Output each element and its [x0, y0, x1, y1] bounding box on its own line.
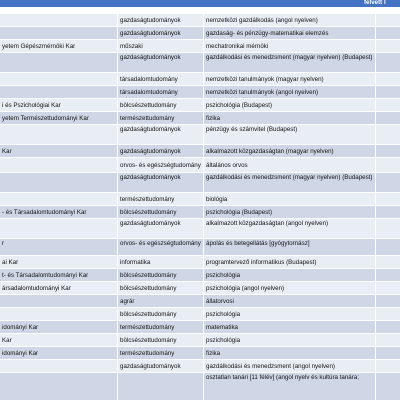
table-row[interactable]: [0, 321, 400, 333]
cell-admitted[interactable]: [376, 193, 400, 205]
cell-admitted[interactable]: [376, 219, 400, 238]
cell-field[interactable]: társadalomtudomány: [118, 86, 204, 98]
table-row[interactable]: [0, 373, 400, 400]
cell-field[interactable]: gazdaságtudományok: [118, 173, 204, 192]
table-row[interactable]: [0, 334, 400, 346]
cell-program[interactable]: gazdaság- és pénzügy-matematikai elemzés: [204, 27, 376, 39]
cell-field[interactable]: bölcsészettudomány: [118, 334, 204, 346]
cell-field[interactable]: bölcsészettudomány: [118, 99, 204, 111]
cell-field[interactable]: műszaki: [118, 40, 204, 52]
cell-faculty[interactable]: idományi Kar: [0, 347, 118, 359]
cell-admitted[interactable]: [376, 53, 400, 72]
cell-faculty[interactable]: - és Társadalomtudományi Kar: [0, 206, 118, 218]
cell-field[interactable]: orvos- és egészségtudomány: [118, 158, 204, 172]
cell-field[interactable]: gazdaságtudományok: [118, 360, 204, 372]
cell-field[interactable]: [118, 373, 204, 400]
cell-faculty[interactable]: [0, 219, 118, 238]
cell-program[interactable]: pszichológia: [204, 269, 376, 281]
cell-admitted[interactable]: [376, 112, 400, 124]
cell-field[interactable]: természettudomány: [118, 347, 204, 359]
cell-program[interactable]: fizika: [204, 112, 376, 124]
cell-program[interactable]: pszichológia: [204, 308, 376, 320]
cell-faculty[interactable]: [0, 173, 118, 192]
table-row[interactable]: [0, 86, 400, 98]
cell-field[interactable]: orvos- és egészségtudomány: [118, 239, 204, 255]
cell-field[interactable]: társadalomtudomány: [118, 73, 204, 85]
cell-field[interactable]: gazdaságtudományok: [118, 145, 204, 157]
cell-program[interactable]: állatorvosi: [204, 295, 376, 307]
cell-admitted[interactable]: [376, 40, 400, 52]
table-row[interactable]: [0, 40, 400, 52]
cell-admitted[interactable]: [376, 173, 400, 192]
table-row[interactable]: [0, 269, 400, 281]
cell-field[interactable]: informatika: [118, 256, 204, 268]
cell-faculty[interactable]: [0, 53, 118, 72]
table-row[interactable]: [0, 145, 400, 157]
cell-admitted[interactable]: [376, 206, 400, 218]
cell-program[interactable]: alkalmazott közgazdaságtan (angol nyelven): [204, 219, 376, 238]
table-row[interactable]: [0, 206, 400, 218]
cell-faculty[interactable]: [0, 360, 118, 372]
cell-faculty[interactable]: idományi Kar: [0, 321, 118, 333]
table-row[interactable]: [0, 27, 400, 39]
cell-faculty[interactable]: yetem Gépészmérnöki Kar: [0, 40, 118, 52]
table-row[interactable]: [0, 158, 400, 172]
cell-program[interactable]: ápolás és betegellátás [gyógytornász]: [204, 239, 376, 255]
cell-faculty[interactable]: [0, 193, 118, 205]
cell-faculty[interactable]: [0, 73, 118, 85]
cell-faculty[interactable]: [0, 86, 118, 98]
cell-admitted[interactable]: [376, 99, 400, 111]
table-row[interactable]: [0, 125, 400, 144]
cell-faculty[interactable]: [0, 27, 118, 39]
table-row[interactable]: [0, 256, 400, 268]
cell-faculty[interactable]: ársadalomtudományi Kar: [0, 282, 118, 294]
cell-field[interactable]: agrár: [118, 295, 204, 307]
cell-program[interactable]: mechatronikai mérnöki: [204, 40, 376, 52]
header-admitted-label: felvett l: [364, 0, 386, 6]
cell-admitted[interactable]: [376, 239, 400, 255]
table-row[interactable]: [0, 193, 400, 205]
cell-admitted[interactable]: [376, 295, 400, 307]
cell-field[interactable]: gazdaságtudományok: [118, 53, 204, 72]
table-row[interactable]: [0, 53, 400, 72]
cell-faculty[interactable]: [0, 308, 118, 320]
cell-admitted[interactable]: [376, 282, 400, 294]
cell-admitted[interactable]: [376, 145, 400, 157]
cell-admitted[interactable]: [376, 125, 400, 144]
cell-admitted[interactable]: [376, 14, 400, 26]
cell-admitted[interactable]: [376, 321, 400, 333]
cell-field[interactable]: természettudomány: [118, 193, 204, 205]
cell-program[interactable]: pszichológia (Budapest): [204, 99, 376, 111]
cell-program[interactable]: alkalmazott közgazdaságtan (magyar nyelven): [204, 145, 376, 157]
table-row[interactable]: [0, 99, 400, 111]
table-row[interactable]: [0, 219, 400, 238]
cell-admitted[interactable]: [376, 86, 400, 98]
cell-faculty[interactable]: yetem Természettudományi Kar: [0, 112, 118, 124]
cell-field[interactable]: gazdaságtudományok: [118, 14, 204, 26]
cell-program[interactable]: programtervező informatikus (Budapest): [204, 256, 376, 268]
cell-faculty[interactable]: ai Kar: [0, 256, 118, 268]
cell-program[interactable]: pszichológia: [204, 334, 376, 346]
cell-program[interactable]: nemzetközi tanulmányok (angol nyelven): [204, 86, 376, 98]
cell-field[interactable]: bölcsészettudomány: [118, 282, 204, 294]
cell-admitted[interactable]: [376, 158, 400, 172]
cell-admitted[interactable]: [376, 360, 400, 372]
header-row: [0, 0, 400, 7]
cell-admitted[interactable]: [376, 256, 400, 268]
cell-faculty[interactable]: [0, 14, 118, 26]
cell-admitted[interactable]: [376, 334, 400, 346]
cell-faculty[interactable]: [0, 373, 118, 400]
cell-faculty[interactable]: r: [0, 239, 118, 255]
table-row[interactable]: [0, 239, 400, 255]
cell-program[interactable]: pszichológia (Budapest): [204, 206, 376, 218]
cell-program[interactable]: pszichológia (angol nyelven): [204, 282, 376, 294]
cell-program[interactable]: nemzetközi gazdálkodás (angol nyelven): [204, 14, 376, 26]
cell-field[interactable]: bölcsészettudomány: [118, 308, 204, 320]
table-row[interactable]: [0, 282, 400, 294]
table-row[interactable]: [0, 112, 400, 124]
cell-program[interactable]: pénzügy és számvitel (Budapest): [204, 125, 376, 144]
table-row[interactable]: [0, 295, 400, 307]
cell-program[interactable]: gazdálkodási és menedzsment (magyar nyelven) (Budapest): [204, 173, 376, 192]
cell-faculty[interactable]: [0, 125, 118, 144]
cell-program[interactable]: általános orvos: [204, 158, 376, 172]
cell-faculty[interactable]: t- és Társadalomtudományi Kar: [0, 269, 118, 281]
cell-program[interactable]: biológia: [204, 193, 376, 205]
cell-faculty[interactable]: i és Pszichológiai Kar: [0, 99, 118, 111]
table-row[interactable]: [0, 308, 400, 320]
cell-field[interactable]: természettudomány: [118, 112, 204, 124]
cell-program[interactable]: gazdálkodási és menedzsment (angol nyelven): [204, 360, 376, 372]
cell-field[interactable]: bölcsészettudomány: [118, 269, 204, 281]
table-row[interactable]: [0, 14, 400, 26]
cell-admitted[interactable]: [376, 269, 400, 281]
cell-program[interactable]: matematika: [204, 321, 376, 333]
cell-admitted[interactable]: [376, 27, 400, 39]
cell-program[interactable]: gazdálkodási és menedzsment (magyar nyelven) (Budapest): [204, 53, 376, 72]
table-row[interactable]: [0, 347, 400, 359]
cell-admitted[interactable]: [376, 373, 400, 400]
cell-program[interactable]: osztatlan tanári [11 félév] (angol nyelv és kultúra tanára;: [204, 373, 376, 400]
cell-program[interactable]: nemzetközi tanulmányok (magyar nyelven): [204, 73, 376, 85]
cell-faculty[interactable]: [0, 158, 118, 172]
cell-field[interactable]: gazdaságtudományok: [118, 27, 204, 39]
table-row[interactable]: [0, 360, 400, 372]
cell-field[interactable]: gazdaságtudományok: [118, 219, 204, 238]
cell-field[interactable]: természettudomány: [118, 321, 204, 333]
cell-field[interactable]: gazdaságtudományok: [118, 125, 204, 144]
cell-faculty[interactable]: [0, 295, 118, 307]
table-row[interactable]: [0, 173, 400, 192]
cell-faculty[interactable]: Kar: [0, 334, 118, 346]
table-row[interactable]: [0, 73, 400, 85]
cell-field[interactable]: bölcsészettudomány: [118, 206, 204, 218]
cell-program[interactable]: fizika: [204, 347, 376, 359]
cell-admitted[interactable]: [376, 308, 400, 320]
cell-admitted[interactable]: [376, 347, 400, 359]
cell-faculty[interactable]: Kar: [0, 145, 118, 157]
cell-admitted[interactable]: [376, 73, 400, 85]
